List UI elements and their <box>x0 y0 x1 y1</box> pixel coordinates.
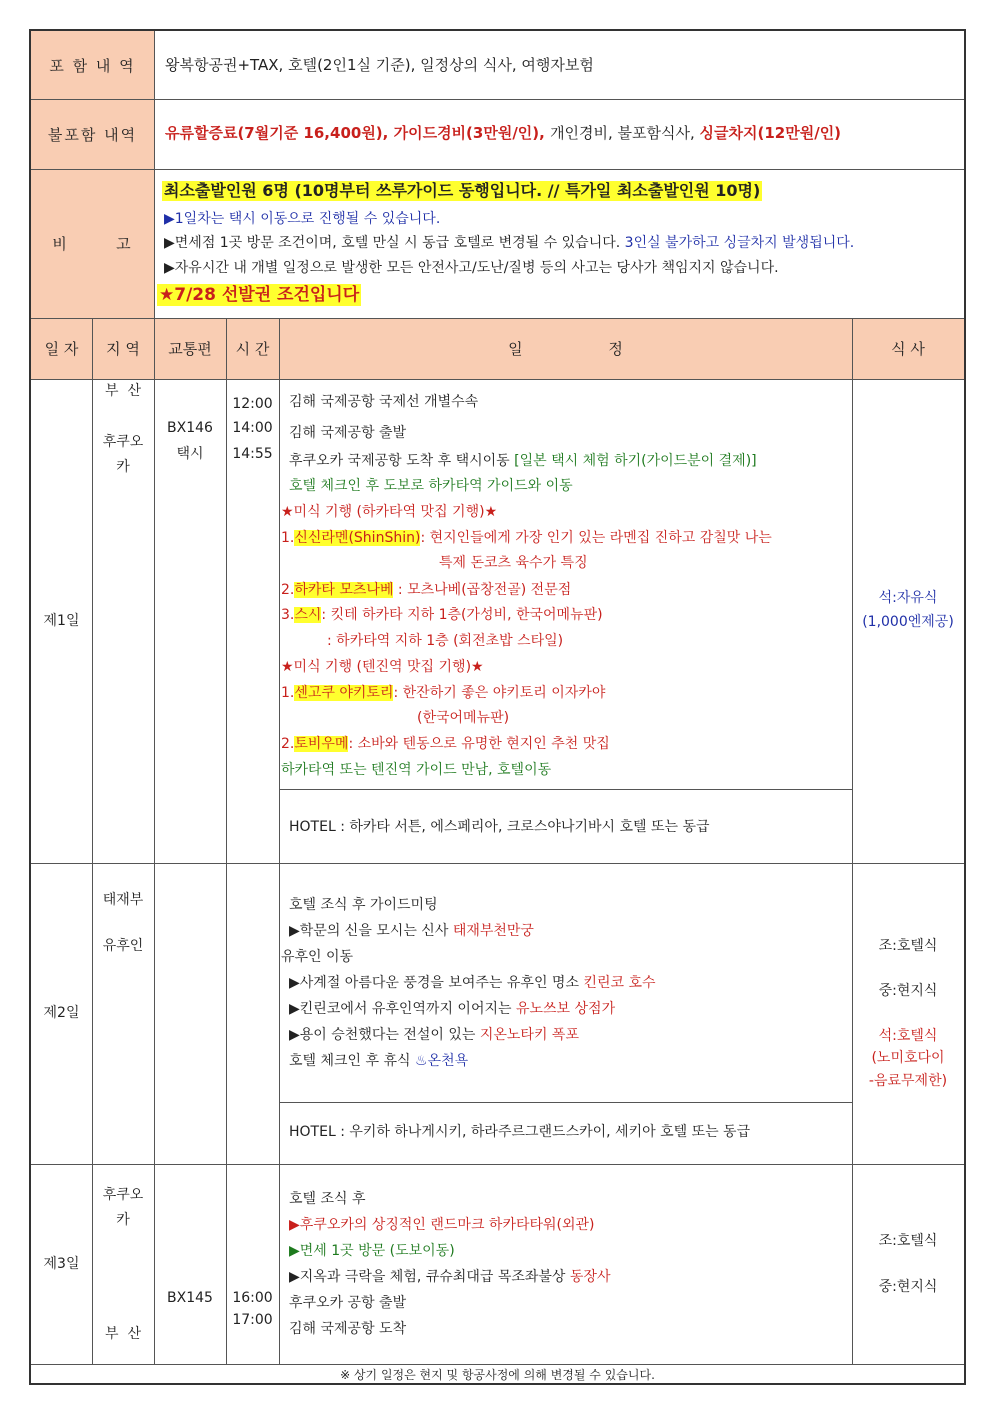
excluded-label: 불포함 내역 <box>47 125 138 144</box>
day1-line <box>289 452 757 470</box>
day1-restaurant-sengoku <box>281 684 605 702</box>
day1-region-departure: 부 산 <box>105 383 141 399</box>
day3-region-arrival: 부 산 <box>105 1326 141 1342</box>
restaurant-desc: : 한잔하기 좋은 야키토리 이자카야 <box>393 685 606 701</box>
day1-region-arrival: 후쿠오 <box>102 434 144 450</box>
list-number: 3. <box>281 607 295 623</box>
restaurant-name: 토비우메 <box>294 736 349 752</box>
day1-taxi-note: [일본 택시 체험 하기(가이드분이 결제)] <box>514 453 757 469</box>
hot-spring-icon: ♨온천욕 <box>415 1053 469 1069</box>
col-time-header: 시 간 <box>235 340 270 358</box>
day3-line: 김해 국제공항 도착 <box>289 1321 407 1337</box>
day3-line <box>289 1268 610 1286</box>
day2-meal-lunch: 중:현지식 <box>878 983 938 999</box>
day1-hotel: HOTEL : 하카타 서튼, 에스페리아, 크로스야나기바시 호텔 또는 동급 <box>289 819 710 835</box>
day1-line: 김해 국제공항 출발 <box>289 425 407 441</box>
col-meal-header: 식 사 <box>891 340 925 358</box>
restaurant-desc: : 소바와 텐동으로 유명한 현지인 추천 맛집 <box>348 736 610 752</box>
day2-meal-breakfast: 조:호텔식 <box>878 938 938 954</box>
day1-time-3: 14:55 <box>232 446 273 462</box>
remark-dutyfree-text: ▶면세점 1곳 방문 조건이며, 호텔 만실 시 동급 호텔로 변경될 수 있습니다. <box>164 235 625 251</box>
remark-line-dutyfree <box>164 234 854 252</box>
day1-region-arrival-2: 카 <box>116 459 130 475</box>
day2-falls-name: 지온노타키 폭포 <box>479 1027 579 1043</box>
day2-line: 호텔 조식 후 가이드미팅 <box>289 897 438 913</box>
included-text: 왕복항공권+TAX, 호텔(2인1실 기준), 일정상의 식사, 여행자보험 <box>165 56 594 74</box>
day3-temple-text: ▶지옥과 극락을 체험, 큐슈최대급 목조좌불상 <box>289 1269 570 1285</box>
day2-line: 유후인 이동 <box>281 949 354 965</box>
guide-fee: 가이드경비(3만원/인), <box>393 124 551 142</box>
day2-line <box>289 1026 579 1044</box>
col-divider <box>226 318 227 1364</box>
summary-divider <box>154 31 155 318</box>
remark-triple-room: 3인실 불가하고 싱글차지 발생됩니다. <box>624 235 855 251</box>
day2-meal-dinner: 석:호텔식 <box>878 1028 938 1044</box>
day1-line: 김해 국제공항 국제선 개별수속 <box>289 394 479 410</box>
day3-line: 호텔 조식 후 <box>289 1191 366 1207</box>
restaurant-desc: : 현지인들에게 가장 인기 있는 라멘집 진하고 감칠맛 나는 <box>420 530 772 546</box>
day2-checkin-text: 호텔 체크인 후 휴식 <box>289 1053 415 1069</box>
day3-line: ▶후쿠오카의 상징적인 랜드마크 하카타타워(외관) <box>289 1217 595 1233</box>
day2-falls-text: ▶용이 승천했다는 전설이 있는 <box>289 1027 480 1043</box>
day1-gourmet-tenjin-title: ★미식 기행 (텐진역 맛집 기행)★ <box>281 659 484 675</box>
day2-street-text: ▶킨린코에서 유후인역까지 이어지는 <box>289 1001 516 1017</box>
col-transport-header: 교통편 <box>168 340 212 358</box>
day1-meal-dinner-note: (1,000엔제공) <box>862 614 954 630</box>
day1-taxi: 택시 <box>176 446 204 462</box>
day1-time-1: 12:00 <box>232 396 273 412</box>
restaurant-desc: : 킷테 하카타 지하 1층(가성비, 한국어메뉴판) <box>321 607 603 623</box>
day3-line: ▶면세 1곳 방문 (도보이동) <box>289 1243 455 1259</box>
fuel-surcharge: 유류할증료(7월기준 16,400원), <box>165 124 394 142</box>
row-divider <box>31 318 964 319</box>
day3-meal-breakfast: 조:호텔식 <box>878 1233 938 1249</box>
col-region-header: 지 역 <box>106 340 140 358</box>
remarks-label: 비 고 <box>52 235 133 253</box>
day2-hotel: HOTEL : 우키하 하나게시키, 하라주르그랜드스카이, 세키아 호텔 또는 동급 <box>289 1124 751 1140</box>
day2-shrine-text: ▶학문의 신을 모시는 신사 <box>289 923 453 939</box>
restaurant-desc: : 모츠나베(곱창전골) 전문점 <box>393 582 572 598</box>
day2-label: 제2일 <box>43 1005 80 1021</box>
day3-meal-lunch: 중:현지식 <box>878 1279 938 1295</box>
day3-region-departure: 후쿠오 <box>102 1187 144 1203</box>
day3-time-2: 17:00 <box>232 1312 273 1328</box>
day3-region-departure-2: 카 <box>116 1212 130 1228</box>
remark-line-liability: ▶자유시간 내 개별 일정으로 발생한 모든 안전사고/도난/질병 등의 사고는 당사가 책임지지 않습니다. <box>164 260 779 276</box>
list-number: 1. <box>281 530 295 546</box>
remark-line-taxi: ▶1일차는 택시 이동으로 진행될 수 있습니다. <box>164 211 441 227</box>
col-schedule-header: 일 정 <box>508 340 623 358</box>
day1-line: 하카타역 또는 텐진역 가이드 만남, 호텔이동 <box>281 762 552 778</box>
day1-line: 호텔 체크인 후 도보로 하카타역 가이드와 이동 <box>289 478 573 494</box>
restaurant-name: 스시 <box>294 607 322 623</box>
single-charge: 싱글차지(12만원/인) <box>699 124 842 142</box>
min-departure-headline: 최소출발인원 6명 (10명부터 쓰루가이드 동행입니다. // 특가일 최소출발인원 10명) <box>164 181 761 200</box>
day1-restaurant-sushi <box>281 606 603 624</box>
itinerary-document <box>29 29 966 1385</box>
personal-expenses: 개인경비, 불포함식사, <box>550 124 700 142</box>
early-booking-notice: ★7/28 선발권 조건입니다 <box>159 285 360 305</box>
day1-time-2: 14:00 <box>232 420 273 436</box>
col-divider <box>279 318 280 1364</box>
day3-label: 제3일 <box>43 1256 80 1272</box>
day2-meal-dinner-note: (노미호다이 <box>871 1050 945 1066</box>
day1-gourmet-hakata-title: ★미식 기행 (하카타역 맛집 기행)★ <box>281 504 498 520</box>
day2-meal-dinner-note-2: -음료무제한) <box>868 1073 948 1089</box>
day2-line <box>289 1000 615 1018</box>
day2-street-name: 유노쓰보 상점가 <box>515 1001 616 1017</box>
day1-label: 제1일 <box>43 613 80 629</box>
day2-lake-text: ▶사계절 아름다운 풍경을 보여주는 유후인 명소 <box>289 975 584 991</box>
hotel-divider <box>279 789 852 790</box>
restaurant-name: 신신라멘(ShinShin) <box>294 530 421 546</box>
day1-arrival-text: 후쿠오카 국제공항 도착 후 택시이동 <box>289 453 515 469</box>
list-number: 2. <box>281 582 295 598</box>
day3-flight: BX145 <box>167 1290 213 1306</box>
day2-shrine-name: 태재부천만궁 <box>452 923 534 939</box>
list-number: 1. <box>281 685 295 701</box>
row-divider <box>31 1164 964 1165</box>
day3-temple-name: 동장사 <box>569 1269 611 1285</box>
col-divider <box>852 318 853 1364</box>
day1-restaurant-tobiume <box>281 735 610 753</box>
day1-restaurant-motsunabe <box>281 581 571 599</box>
row-divider <box>31 379 964 380</box>
day2-line <box>289 922 534 940</box>
row-divider <box>31 863 964 864</box>
row-divider <box>31 99 964 100</box>
row-divider <box>31 1364 964 1365</box>
col-divider <box>154 318 155 1364</box>
included-label: 포 함 내 역 <box>49 56 136 75</box>
day3-line: 후쿠오카 공항 출발 <box>289 1295 407 1311</box>
day3-time-1: 16:00 <box>232 1290 273 1306</box>
day1-flight: BX146 <box>167 420 213 436</box>
excluded-text <box>165 124 841 142</box>
footnote: ※ 상기 일정은 현지 및 항공사정에 의해 변경될 수 있습니다. <box>340 1368 655 1382</box>
col-date-header: 일 자 <box>44 340 79 358</box>
day2-region-1: 태재부 <box>102 892 144 908</box>
day2-line <box>289 1052 468 1070</box>
restaurant-name: 센고쿠 야키토리 <box>294 685 394 701</box>
day2-lake-name: 킨린코 호수 <box>583 975 656 991</box>
day1-restaurant-shinshin <box>281 529 772 547</box>
day1-line: (한국어메뉴판) <box>417 710 510 726</box>
day1-line: : 하카타역 지하 1층 (회전초밥 스타일) <box>327 633 564 649</box>
day1-meal-dinner: 석:자유식 <box>878 590 938 606</box>
day1-line: 특제 돈코츠 육수가 특징 <box>439 555 588 571</box>
restaurant-name: 하카타 모츠나베 <box>294 582 394 598</box>
day2-region-2: 유후인 <box>102 938 144 954</box>
hotel-divider <box>279 1102 852 1103</box>
list-number: 2. <box>281 736 295 752</box>
day2-line <box>289 974 656 992</box>
row-divider <box>31 169 964 170</box>
